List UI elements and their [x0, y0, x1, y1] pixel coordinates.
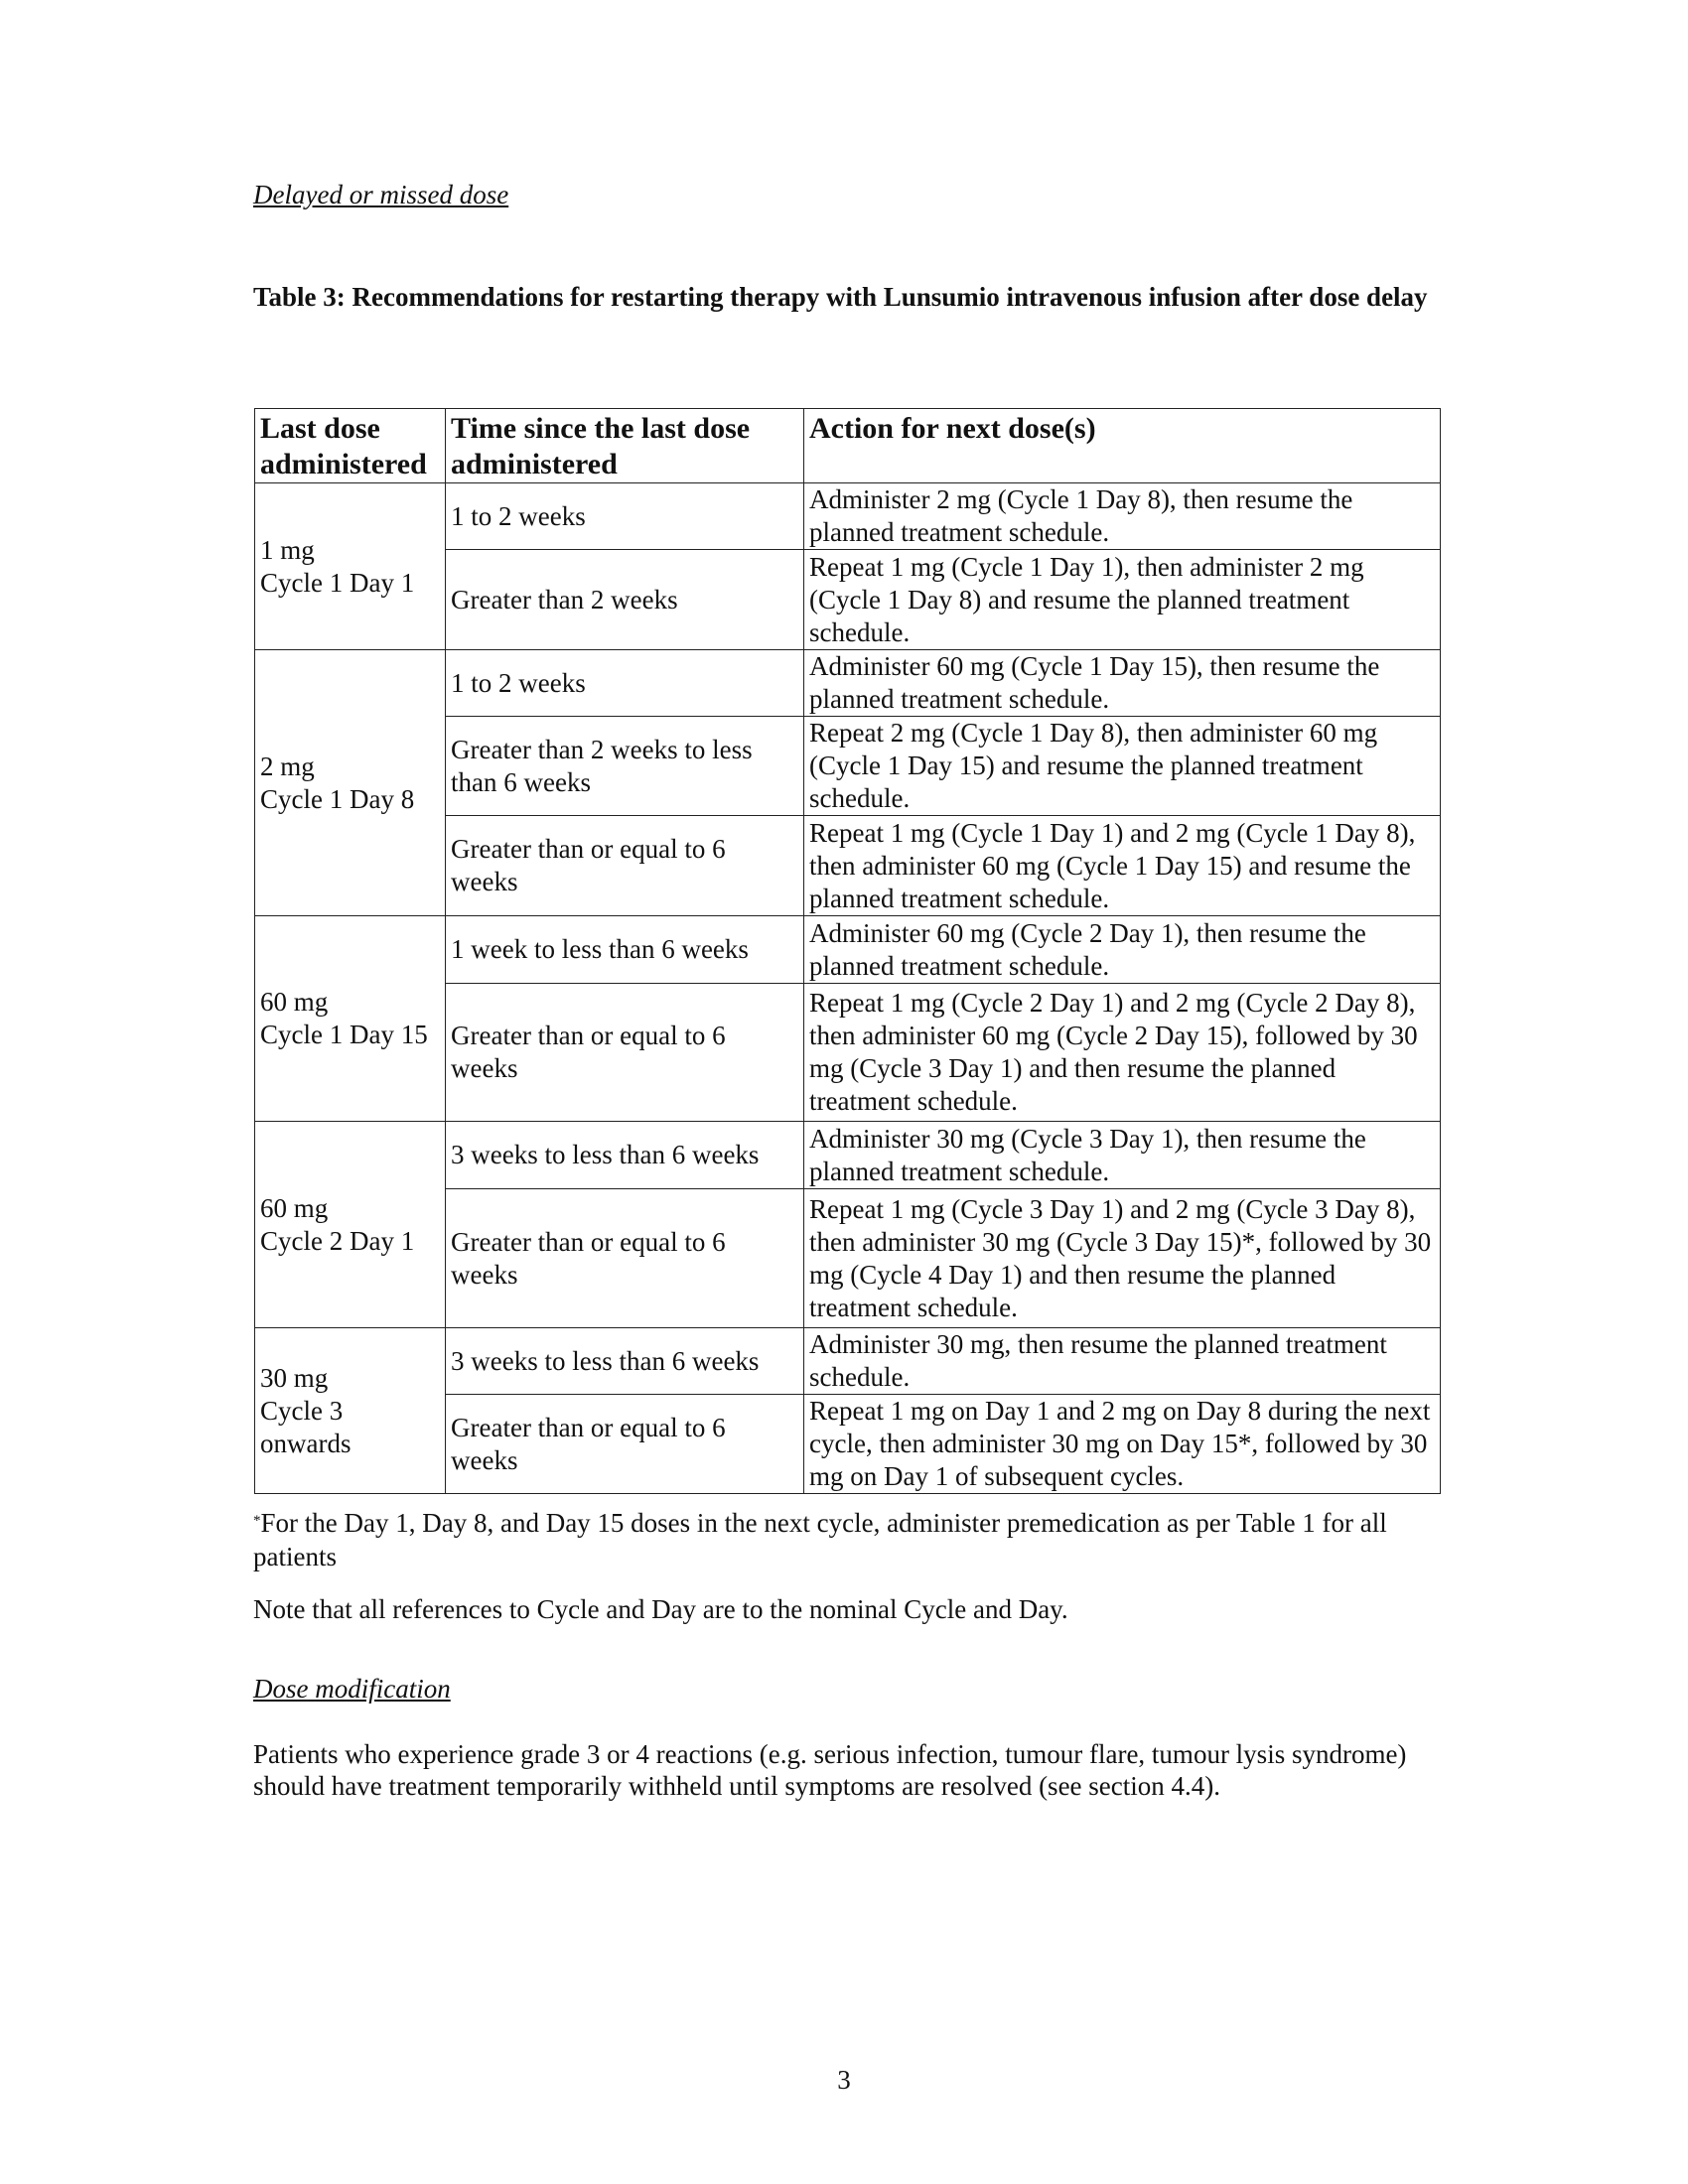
time-since-cell: Greater than 2 weeks	[446, 550, 804, 650]
footnote-marker: *	[253, 1513, 261, 1529]
last-dose-cell	[255, 483, 446, 650]
action-cell: Administer 60 mg (Cycle 1 Day 15), then resume the planned treatment schedule.	[804, 650, 1441, 717]
time-since-cell: 1 to 2 weeks	[446, 650, 804, 717]
time-since-cell: 3 weeks to less than 6 weeks	[446, 1122, 804, 1189]
action-cell: Repeat 1 mg on Day 1 and 2 mg on Day 8 during the next cycle, then administer 30 mg on Day 15*, followed by 30 mg on Day 1 of subsequent cycles.	[804, 1395, 1441, 1494]
time-since-cell: Greater than 2 weeks to less than 6 weeks	[446, 717, 804, 816]
footnote-text: For the Day 1, Day 8, and Day 15 doses in the next cycle, administer premedication as per Table 1 for all patients	[253, 1508, 1387, 1571]
time-since-cell: 1 week to less than 6 weeks	[446, 916, 804, 984]
action-cell: Administer 30 mg, then resume the planned treatment schedule.	[804, 1328, 1441, 1395]
action-cell: Repeat 1 mg (Cycle 3 Day 1) and 2 mg (Cycle 3 Day 8), then administer 30 mg (Cycle 3 Day 15)*, followed by 30 mg (Cycle 4 Day 1) and then resume the planned treatment schedule.	[804, 1189, 1441, 1328]
time-since-cell: Greater than or equal to 6 weeks	[446, 1395, 804, 1494]
last-dose-line: 60 mg	[260, 987, 329, 1017]
time-since-cell: Greater than or equal to 6 weeks	[446, 1189, 804, 1328]
table-row	[255, 1122, 1441, 1189]
footnote	[253, 1506, 1445, 1573]
last-dose-line: 30 mg	[260, 1362, 329, 1393]
last-dose-line: Cycle 1 Day 15	[260, 1020, 428, 1049]
table-body	[255, 483, 1441, 1494]
section-heading-dose-modification: Dose modification	[253, 1674, 451, 1704]
dose-modification-paragraph: Patients who experience grade 3 or 4 reactions (e.g. serious infection, tumour flare, tumour lysis syndrome) should have treatment temporarily withheld until symptoms are resolved (see section 4.4).	[253, 1739, 1407, 1801]
header-action: Action for next dose(s)	[804, 409, 1441, 483]
table-row	[255, 1328, 1441, 1395]
action-cell: Administer 30 mg (Cycle 3 Day 1), then resume the planned treatment schedule.	[804, 1122, 1441, 1189]
action-cell: Administer 60 mg (Cycle 2 Day 1), then resume the planned treatment schedule.	[804, 916, 1441, 984]
action-cell: Administer 2 mg (Cycle 1 Day 8), then resume the planned treatment schedule.	[804, 483, 1441, 550]
last-dose-cell	[255, 1122, 446, 1328]
last-dose-cell	[255, 1328, 446, 1494]
table-row	[255, 916, 1441, 984]
time-since-cell: Greater than or equal to 6 weeks	[446, 984, 804, 1122]
last-dose-line: 60 mg	[260, 1192, 329, 1223]
header-time-since: Time since the last dose administered	[446, 409, 804, 483]
last-dose-line: Cycle 2 Day 1	[260, 1225, 415, 1256]
last-dose-line: Cycle 3	[260, 1395, 344, 1426]
last-dose-line: Cycle 1 Day 8	[260, 783, 415, 814]
table-row	[255, 483, 1441, 550]
last-dose-line: 1 mg	[260, 534, 315, 565]
last-dose-cell	[255, 650, 446, 916]
time-since-cell: 3 weeks to less than 6 weeks	[446, 1328, 804, 1395]
table-header-row	[255, 409, 1441, 483]
page-number: 3	[837, 2065, 851, 2095]
table-caption: Table 3: Recommendations for restarting therapy with Lunsumio intravenous infusion after dose delay	[253, 282, 1428, 312]
table-row	[255, 650, 1441, 717]
note-text: Note that all references to Cycle and Day are to the nominal Cycle and Day.	[253, 1594, 1068, 1624]
section-heading-delayed-dose: Delayed or missed dose	[253, 180, 509, 209]
last-dose-line: onwards	[260, 1428, 352, 1458]
dose-delay-table	[254, 408, 1441, 1494]
action-cell: Repeat 1 mg (Cycle 1 Day 1), then administer 2 mg (Cycle 1 Day 8) and resume the planned treatment schedule.	[804, 550, 1441, 650]
last-dose-line: 2 mg	[260, 751, 315, 781]
last-dose-line: Cycle 1 Day 1	[260, 567, 415, 598]
last-dose-cell	[255, 916, 446, 1122]
time-since-cell: Greater than or equal to 6 weeks	[446, 816, 804, 916]
time-since-cell: 1 to 2 weeks	[446, 483, 804, 550]
action-cell: Repeat 1 mg (Cycle 1 Day 1) and 2 mg (Cycle 1 Day 8), then administer 60 mg (Cycle 1 Day 15) and resume the planned treatment schedule.	[804, 816, 1441, 916]
action-cell: Repeat 1 mg (Cycle 2 Day 1) and 2 mg (Cycle 2 Day 8), then administer 60 mg (Cycle 2 Day 15), followed by 30 mg (Cycle 3 Day 1) and then resume the planned treatment schedule.	[804, 984, 1441, 1122]
action-cell: Repeat 2 mg (Cycle 1 Day 8), then administer 60 mg (Cycle 1 Day 15) and resume the planned treatment schedule.	[804, 717, 1441, 816]
header-last-dose: Last dose administered	[255, 409, 446, 483]
